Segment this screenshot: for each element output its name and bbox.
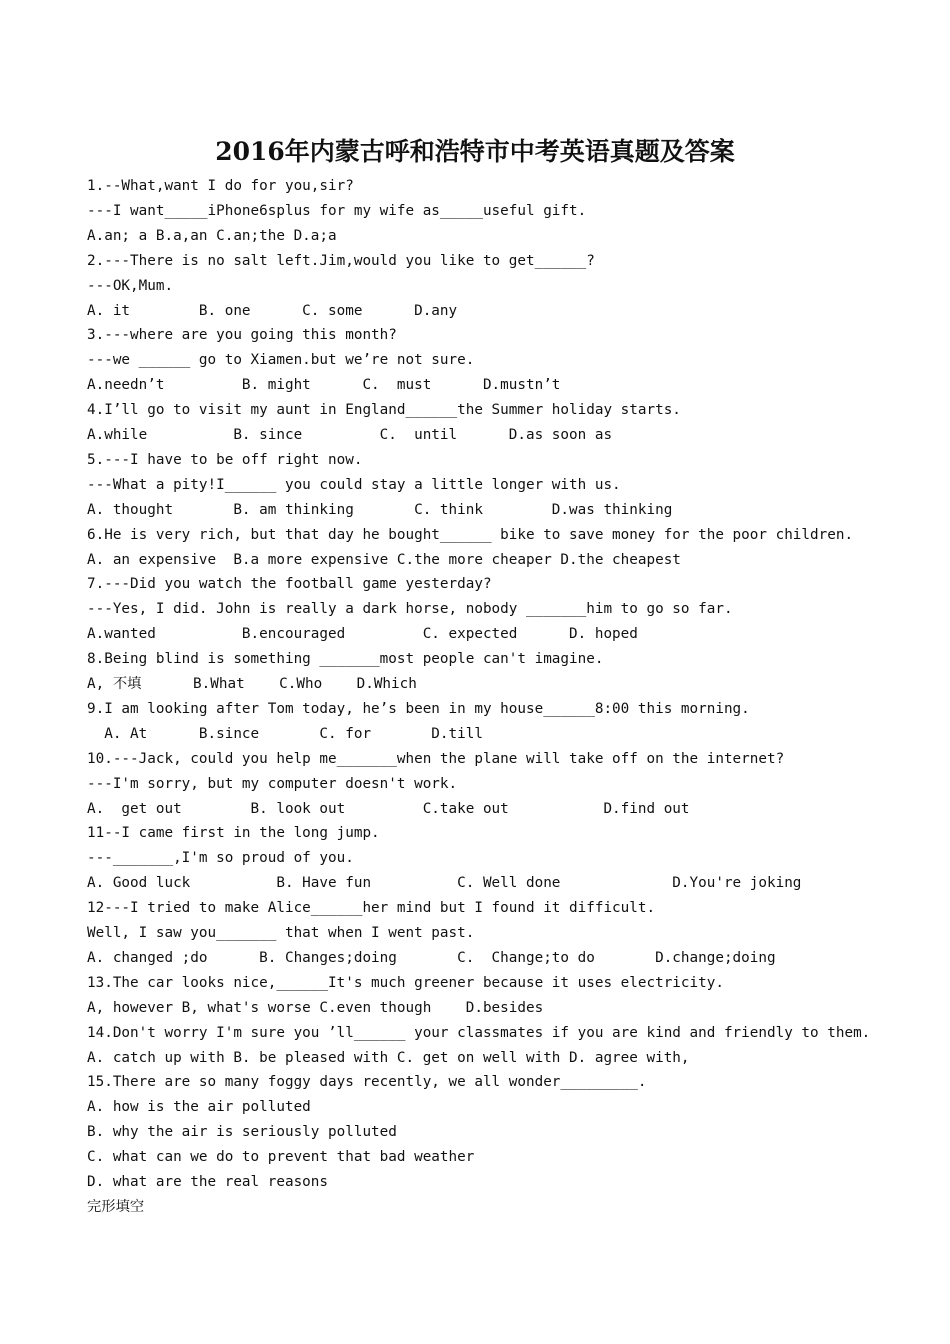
text-line: A. Good luck B. Have fun C. Well done D.You're joking <box>87 875 802 892</box>
text-line: A. get out B. look out C.take out D.find out <box>87 800 690 817</box>
text-line: 9.I am looking after Tom today, he’s been in my house______8:00 this morning. <box>87 700 750 717</box>
text-line: ---I'm sorry, but my computer doesn't work. <box>87 775 458 792</box>
text-line: A. At B.since C. for D.till <box>87 725 483 742</box>
text-line: 11--I came first in the long jump. <box>87 825 380 842</box>
text-line: 7.---Did you watch the football game yesterday? <box>87 576 492 593</box>
text-line: 14.Don't worry I'm sure you ’ll______ your classmates if you are kind and friendly to them. <box>87 1024 871 1041</box>
text-line: A.wanted B.encouraged C. expected D. hoped <box>87 626 638 643</box>
text-line: A, however B, what's worse C.even though D.besides <box>87 999 544 1016</box>
text-line: ---What a pity!I______ you could stay a little longer with us. <box>87 476 621 493</box>
text-line: A. thought B. am thinking C. think D.was thinking <box>87 501 673 518</box>
text-line: 2.---There is no salt left.Jim,would you like to get______? <box>87 252 595 269</box>
text-line: 12---I tried to make Alice______her mind but I found it difficult. <box>87 900 656 917</box>
text-line: 15.There are so many foggy days recently, we all wonder_________. <box>87 1074 647 1091</box>
text-line: ---we ______ go to Xiamen.but we’re not sure. <box>87 352 475 369</box>
text-line: D. what are the real reasons <box>87 1174 329 1190</box>
text-line: 13.The car looks nice,______It's much greener because it uses electricity. <box>87 974 724 991</box>
text-line: 4.I’ll go to visit my aunt in England______the Summer holiday starts. <box>87 402 681 419</box>
text-line: 6.He is very rich, but that day he bought______ bike to save money for the poor children. <box>87 526 854 543</box>
text-line: 5.---I have to be off right now. <box>87 451 363 468</box>
text-line: B. why the air is seriously polluted <box>87 1124 397 1141</box>
text-line: Well, I saw you_______ that when I went past. <box>87 925 475 941</box>
text-line: A.needn’t B. might C. must D.mustn’t <box>87 377 561 394</box>
text-line: ---OK,Mum. <box>87 277 174 294</box>
text-line: A.an; a B.a,an C.an;the D.a;a <box>87 227 337 244</box>
text-line: ---I want_____iPhone6splus for my wife as_____useful gift. <box>87 202 587 219</box>
text-line: A. an expensive B.a more expensive C.the more cheaper D.the cheapest <box>87 551 681 568</box>
text-line: A.while B. since C. until D.as soon as <box>87 427 613 443</box>
text-line: ---_______,I'm so proud of you. <box>87 850 354 867</box>
text-line: A. catch up with B. be pleased with C. get on well with D. agree with, <box>87 1049 690 1066</box>
text-line: 完形填空 <box>87 1198 145 1215</box>
document-title: 2016年内蒙古呼和浩特市中考英语真题及答案 <box>215 137 735 166</box>
text-line: ---Yes, I did. John is really a dark horse, nobody _______him to go so far. <box>87 601 733 618</box>
text-line: A. how is the air polluted <box>87 1099 311 1116</box>
text-line: 3.---where are you going this month? <box>87 327 397 344</box>
text-line: 1.--What,want I do for you,sir? <box>87 178 354 194</box>
text-line: 8.Being blind is something _______most people can't imagine. <box>87 651 604 668</box>
text-line: A, 不填 B.What C.Who D.Which <box>87 676 417 692</box>
text-line: C. what can we do to prevent that bad weather <box>87 1149 475 1166</box>
text-line: 10.---Jack, could you help me_______when the plane will take off on the internet? <box>87 750 785 767</box>
text-line: A. it B. one C. some D.any <box>87 302 458 319</box>
text-line: A. changed ;do B. Changes;doing C. Change;to do D.change;doing <box>87 949 776 966</box>
